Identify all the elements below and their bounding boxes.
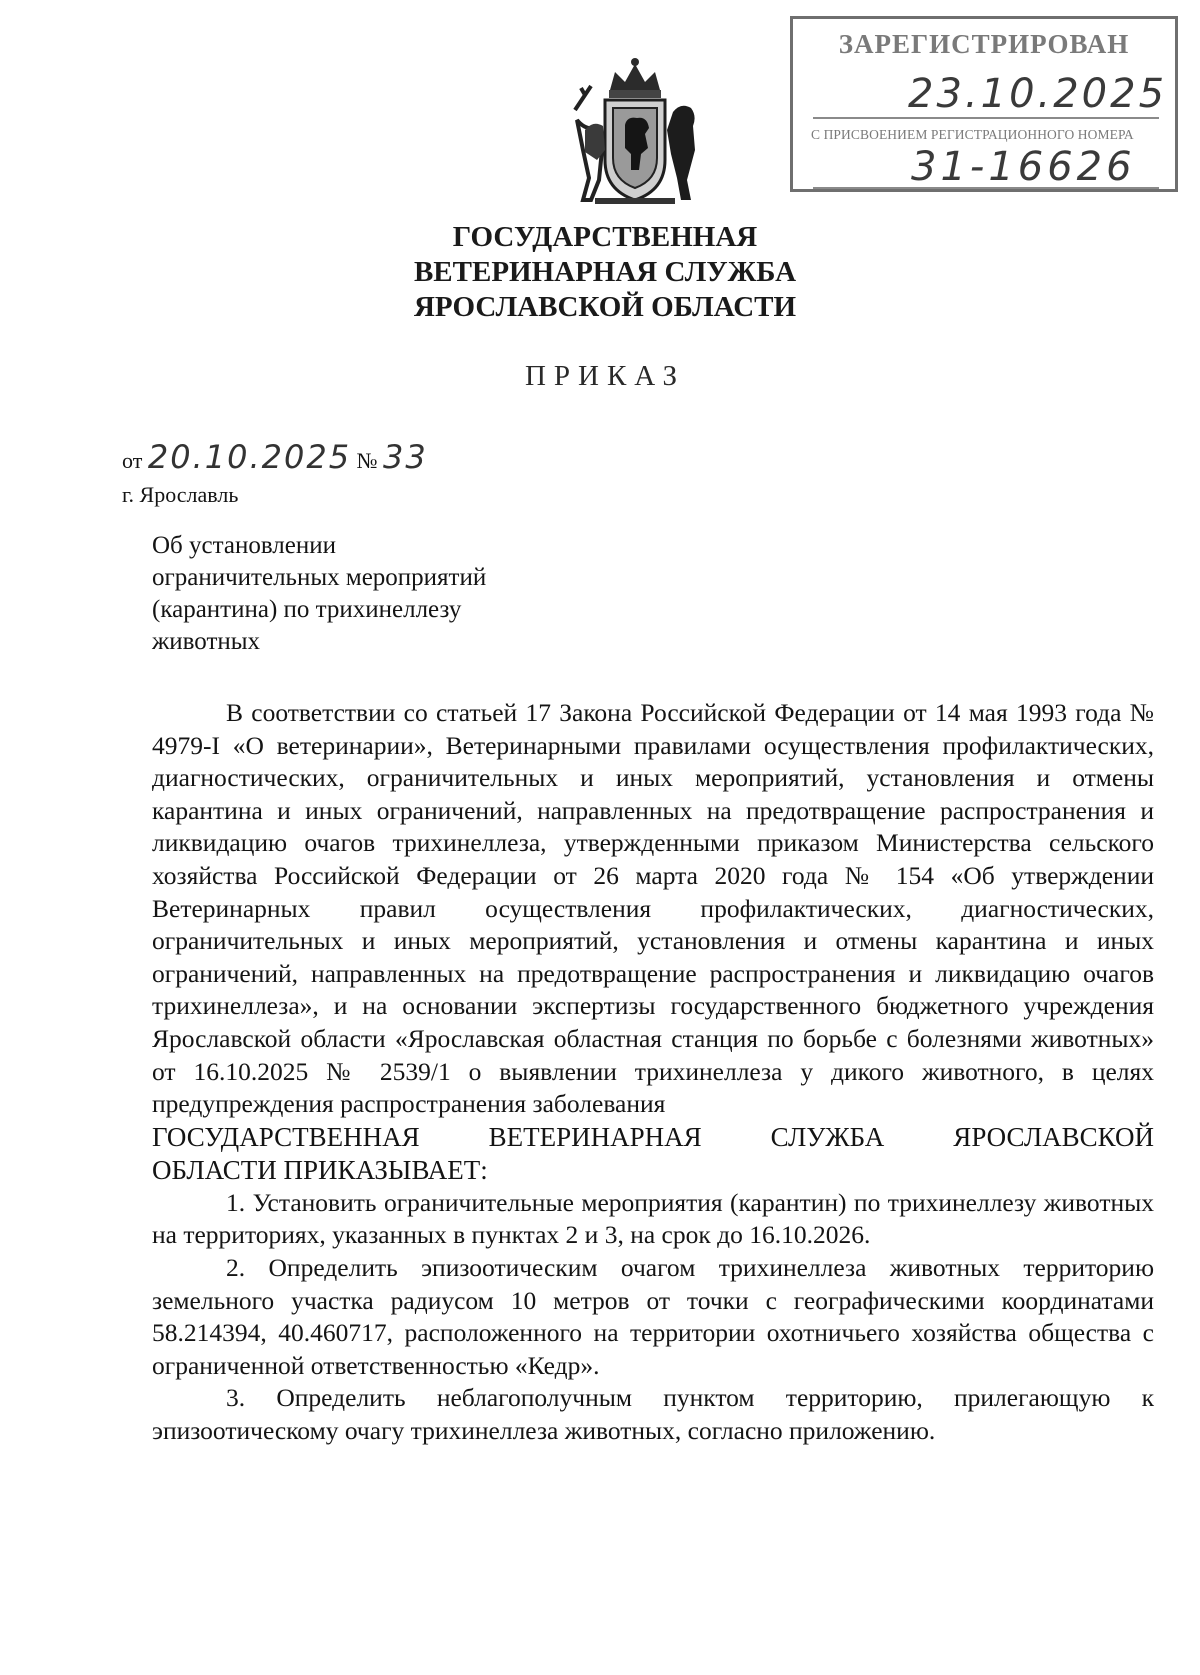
orders-heading-line: ГОСУДАРСТВЕННАЯ ВЕТЕРИНАРНАЯ СЛУЖБА ЯРОСЛАВСКОЙ	[152, 1121, 1154, 1152]
document-type: ПРИКАЗ	[524, 360, 686, 392]
order-item-1: 1. Установить ограничительные мероприятия (карантин) по трихинеллезу животных на территориях, указанных в пунктах 2 и 3, на срок до 16.10.2026.	[152, 1187, 1154, 1250]
coat-of-arms-emblem	[555, 50, 715, 210]
from-label: от	[122, 448, 143, 473]
stamp-divider	[813, 117, 1159, 119]
org-line: ВЕТЕРИНАРНАЯ СЛУЖБА	[413, 256, 797, 288]
number-label: №	[356, 448, 378, 473]
preamble-paragraph: В соответствии со статьей 17 Закона Российской Федерации от 14 мая 1993 года № 4979-I «О ветеринарии», Ветеринарными правилами осуществления профилактических, диагностических, ограничительных и иных мероприятий, установления и отмены карантина и иных ограничений, направленных на предотвращение распространения и ликвидацию очагов трихинеллеза, утвержденными приказом Министерства сельского хозяйства Российской Федерации от 26 марта 2020 года № 154 «Об утверждении Ветеринарных правил осуществления профилактических, диагностических, ограничительных и иных мероприятий, установления и отмены карантина и иных ограничений, направленных на предотвращение распространения и ликвидацию очагов трихинеллеза», и на основании экспертизы государственного бюджетного учреждения Ярославской области «Ярославская областная станция по борьбе с болезнями животных» от 16.10.2025 № 2539/1 о выявлении трихинеллеза у дикого животного, в целях предупреждения распространения заболевания	[152, 698, 1154, 1119]
subject-line: ограничительных мероприятий	[152, 564, 487, 591]
org-line: ГОСУДАРСТВЕННАЯ	[452, 221, 758, 253]
order-subject	[152, 530, 602, 658]
order-number: 33	[383, 438, 428, 476]
order-body	[152, 697, 1154, 1447]
stamp-registration-number: 31-16626	[911, 144, 1136, 190]
org-line: ЯРОСЛАВСКОЙ ОБЛАСТИ	[413, 291, 797, 323]
stamp-title: ЗАРЕГИСТРИРОВАН	[838, 29, 1130, 59]
stamp-date: 23.10.2025	[908, 71, 1168, 117]
stamp-subtitle: С ПРИСВОЕНИЕМ РЕГИСТРАЦИОННОГО НОМЕРА	[811, 127, 1134, 142]
registration-stamp	[790, 16, 1178, 192]
stamp-divider	[813, 187, 1159, 189]
subject-line: животных	[152, 628, 261, 655]
city: г. Ярославль	[122, 482, 239, 507]
order-dateline	[122, 438, 428, 476]
subject-line: Об установлении	[152, 532, 337, 559]
order-item-3: 3. Определить неблагополучным пунктом территорию, прилегающую к эпизоотическому очагу трихинеллеза животных, согласно приложению.	[152, 1383, 1154, 1445]
organization-name	[380, 220, 830, 325]
order-date: 20.10.2025	[147, 438, 352, 476]
orders-heading-line: ОБЛАСТИ ПРИКАЗЫВАЕТ:	[152, 1154, 488, 1185]
order-item-2: 2. Определить эпизоотическим очагом трихинеллеза животных территорию земельного участка радиусом 10 метров от точки с географическими координатами 58.214394, 40.460717, расположенного на территории охотничьего хозяйства общества с ограниченной ответственностью «Кедр».	[152, 1252, 1154, 1380]
subject-line: (карантина) по трихинеллезу	[152, 596, 462, 623]
